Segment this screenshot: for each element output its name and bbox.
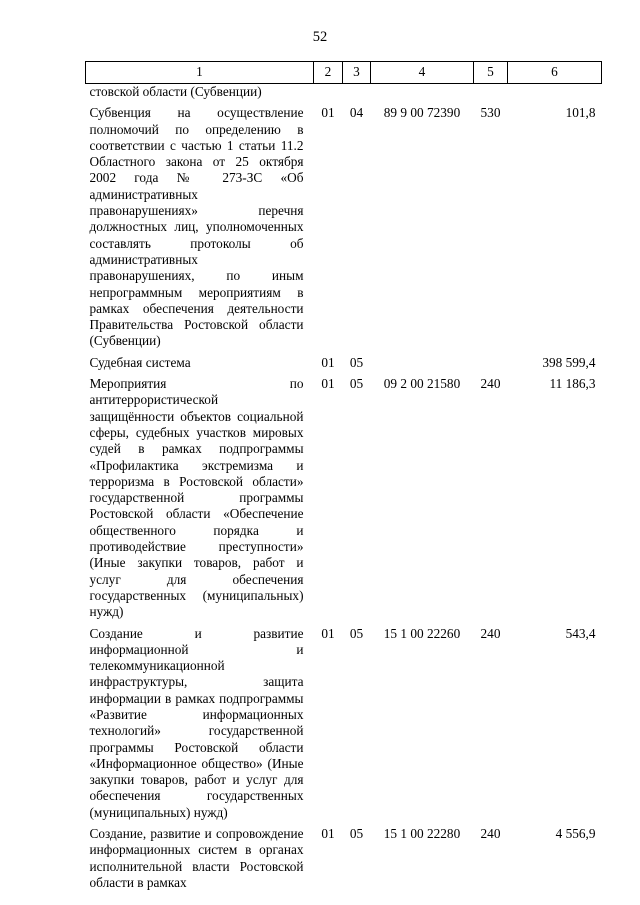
row-vr bbox=[474, 355, 508, 371]
row-pr: 05 bbox=[349, 354, 364, 370]
row-csr: 09 2 00 21580 bbox=[383, 376, 461, 392]
row-sum bbox=[508, 84, 602, 101]
column-header-pr: 3 bbox=[343, 62, 371, 84]
row-rz bbox=[314, 84, 343, 101]
table-row bbox=[86, 105, 602, 349]
column-header-csr: 4 bbox=[371, 62, 474, 84]
column-header-sum: 6 bbox=[508, 62, 602, 84]
row-sum: 101,8 bbox=[565, 105, 596, 121]
row-vr: 240 bbox=[480, 625, 501, 641]
column-header-vr: 5 bbox=[474, 62, 508, 84]
row-name: Мероприятия по антитеррористической защищённости объектов социальной сферы, судебных участков мировых судей в рамках подпрограммы «Профилактика экстремизма и терроризма в Ростовской области» государственной программы Ростовской области «Обеспечение общественного порядка и противодействие преступности» (Иные закупки товаров, работ и услуг для обеспечения государственных (муниципальных) нужд) bbox=[89, 376, 304, 620]
row-name: Субвенция на осуществление полномочий по определению в соответствии с частью 1 статьи 11.2 Областного закона от 25 октября 2002 года № 273-ЗС «Об административных правонарушениях» перечня должностных лиц, уполномоченных составлять протоколы об административных правонарушениях, по иным непрограммным мероприятиям в рамках обеспечения деятельности Правительства Ростовской области (Субвенции) bbox=[89, 105, 304, 349]
row-sum: 398 599,4 bbox=[542, 354, 596, 370]
row-vr bbox=[474, 84, 508, 101]
row-csr bbox=[371, 84, 474, 101]
row-name: Создание, развитие и сопровождение информационных систем в органах исполнительной власти Ростовской области в рамках bbox=[89, 826, 304, 890]
column-header-rz: 2 bbox=[314, 62, 343, 84]
row-rz: 01 bbox=[321, 105, 335, 121]
row-rz: 01 bbox=[321, 826, 335, 842]
row-rz: 01 bbox=[321, 354, 335, 370]
row-vr: 530 bbox=[480, 105, 501, 121]
row-csr: 89 9 00 72390 bbox=[383, 105, 461, 121]
row-pr: 05 bbox=[349, 826, 364, 842]
table-row bbox=[86, 84, 602, 101]
row-sum: 543,4 bbox=[565, 625, 596, 641]
row-rz: 01 bbox=[321, 625, 335, 641]
row-name: Создание и развитие информационной и телекоммуникационной инфраструктуры, защита информации в рамках подпрограммы «Развитие информационных технологий» государственной программы Ростовской области «Информационное общество» (Иные закупки товаров, работ и услуг для обеспечения государственных (муниципальных) нужд) bbox=[89, 625, 304, 820]
row-pr bbox=[343, 84, 371, 101]
row-vr: 240 bbox=[480, 826, 501, 842]
table-row bbox=[86, 376, 602, 620]
table-row bbox=[86, 355, 602, 371]
table-row bbox=[86, 826, 602, 891]
row-csr bbox=[371, 355, 474, 371]
row-csr: 15 1 00 22260 bbox=[383, 625, 461, 641]
row-name: стовской области (Субвенции) bbox=[89, 84, 262, 99]
row-rz: 01 bbox=[321, 376, 335, 392]
table-row bbox=[86, 626, 602, 822]
column-numbers-row bbox=[86, 62, 602, 84]
row-pr: 05 bbox=[349, 625, 364, 641]
column-header-name: 1 bbox=[86, 62, 314, 84]
row-pr: 04 bbox=[349, 105, 364, 121]
row-vr: 240 bbox=[480, 376, 501, 392]
row-sum: 11 186,3 bbox=[549, 376, 596, 392]
page-number: 52 bbox=[312, 29, 328, 45]
row-sum: 4 556,9 bbox=[555, 826, 596, 842]
row-csr: 15 1 00 22280 bbox=[383, 826, 461, 842]
budget-table bbox=[85, 61, 602, 891]
row-name: Судебная система bbox=[89, 354, 191, 370]
row-pr: 05 bbox=[349, 376, 364, 392]
